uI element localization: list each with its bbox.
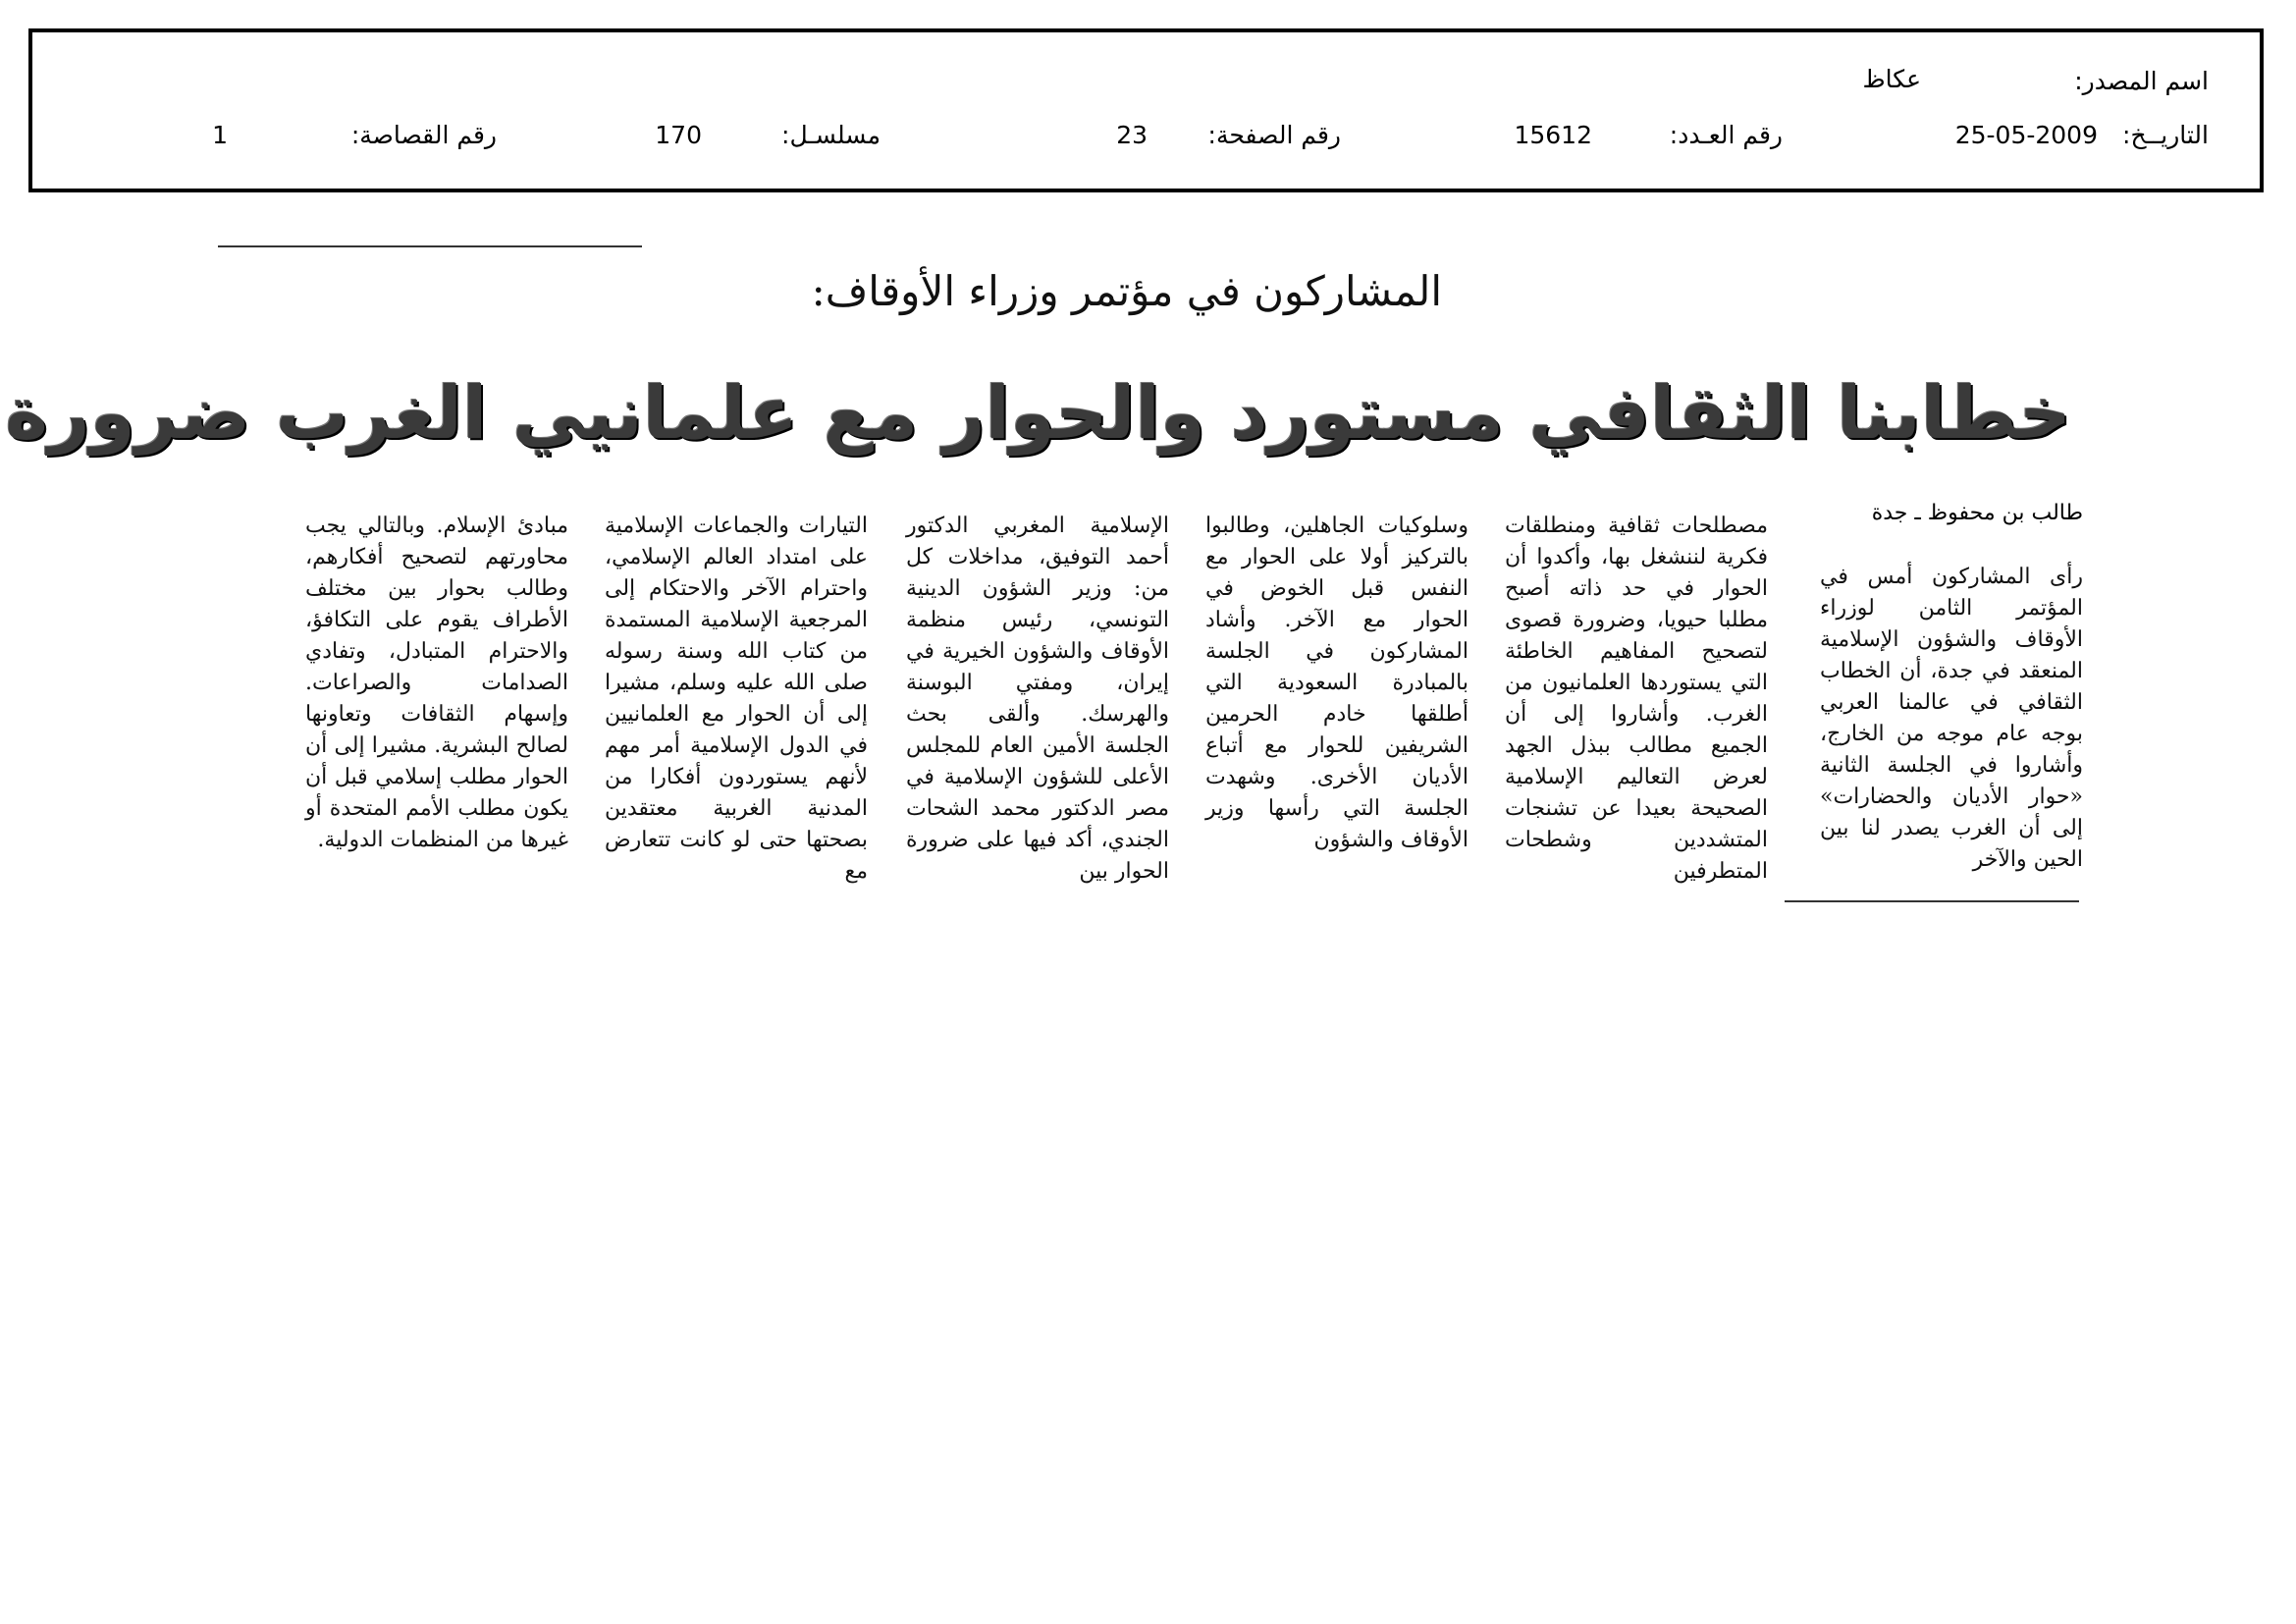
bottom-rule — [1785, 900, 2079, 902]
clip-value: 1 — [212, 121, 228, 149]
column-text: وسلوكيات الجاهلين، وطالبوا بالتركيز أولا على الحوار مع النفس قبل الخوض في الحوار مع الآخر. وأشاد المشاركون في الجلسة بالمبادرة السعودية التي أطلقها خادم الحرمين الشريفين للحوار مع أتباع الأديان الأخرى. وشهدت الجلسة التي رأسها وزير الأوقاف والشؤون — [1205, 514, 1468, 852]
clipping-header — [28, 28, 2264, 192]
article-byline: طالب بن محفوظ ـ جدة — [1871, 501, 2083, 525]
article-subheadline: المشاركون في مؤتمر وزراء الأوقاف: — [811, 267, 1442, 315]
top-rule — [218, 245, 642, 247]
date-label: التاريــخ: — [2122, 121, 2209, 149]
serial-value: 170 — [655, 121, 702, 149]
article-column-5 — [605, 511, 868, 888]
source-value: عكاظ — [1862, 65, 1921, 93]
article-column-1 — [1820, 562, 2083, 876]
article-column-4 — [906, 511, 1169, 888]
article-column-3 — [1205, 511, 1468, 856]
article-column-2 — [1505, 511, 1768, 888]
column-text: الإسلامية المغربي الدكتور أحمد التوفيق، مداخلات كل من: وزير الشؤون الدينية التونسي، رئيس منظمة الأوقاف والشؤون الخيرية في إيران، ومفتي البوسنة والهرسك. وألقى بحث الجلسة الأمين العام للمجلس الأعلى للشؤون الإسلامية في مصر الدكتور محمد الشحات الجندي، أكد فيها على ضرورة الحوار بين — [906, 514, 1169, 884]
article-column-6 — [305, 511, 568, 856]
column-text: التيارات والجماعات الإسلامية على امتداد العالم الإسلامي، واحترام الآخر والاحتكام إلى المرجعية الإسلامية المستمدة من كتاب الله وسنة رسوله صلى الله عليه وسلم، مشيرا إلى أن الحوار مع العلمانيين في الدول الإسلامية أمر مهم لأنهم يستوردون أفكارا من المدنية الغربية معتقدين بصحتها حتى لو كانت تتعارض مع — [605, 514, 868, 884]
column-text: مبادئ الإسلام. وبالتالي يجب محاورتهم لتصحيح أفكارهم، وطالب بحوار بين مختلف الأطراف يقوم على التكافؤ، والاحترام المتبادل، وتفادي الصدامات والصراعات. وإسهام الثقافات وتعاونها لصالح البشرية. مشيرا إلى أن الحوار مطلب إسلامي قبل أن يكون مطلب الأمم المتحدة أو غيرها من المنظمات الدولية. — [305, 514, 568, 852]
article-headline: خطابنا الثقافي مستورد والحوار مع علمانيي الغرب ضرورة — [5, 371, 2071, 456]
page-label: رقم الصفحة: — [1207, 121, 1341, 149]
issue-value: 15612 — [1514, 121, 1592, 149]
serial-label: مسلسـل: — [781, 121, 881, 149]
source-label: اسم المصدر: — [2074, 67, 2209, 95]
issue-label: رقم العـدد: — [1669, 121, 1783, 149]
column-text: رأى المشاركون أمس في المؤتمر الثامن لوزراء الأوقاف والشؤون الإسلامية المنعقد في جدة، أن الخطاب الثقافي في عالمنا العربي بوجه عام موجه من الخارج، وأشاروا في الجلسة الثانية «حوار الأديان والحضارات» إلى أن الغرب يصدر لنا بين الحين والآخر — [1820, 565, 2083, 872]
clip-label: رقم القصاصة: — [350, 121, 497, 149]
date-value: 25-05-2009 — [1954, 121, 2098, 149]
page-value: 23 — [1116, 121, 1148, 149]
column-text: مصطلحات ثقافية ومنطلقات فكرية لننشغل بها، وأكدوا أن الحوار في حد ذاته أصبح مطلبا حيويا، وضرورة قصوى لتصحيح المفاهيم الخاطئة التي يستوردها العلمانيون من الغرب. وأشاروا إلى أن الجميع مطالب ببذل الجهد لعرض التعاليم الإسلامية الصحيحة بعيدا عن تشنجات المتشددين وشطحات المتطرفين — [1505, 514, 1768, 884]
